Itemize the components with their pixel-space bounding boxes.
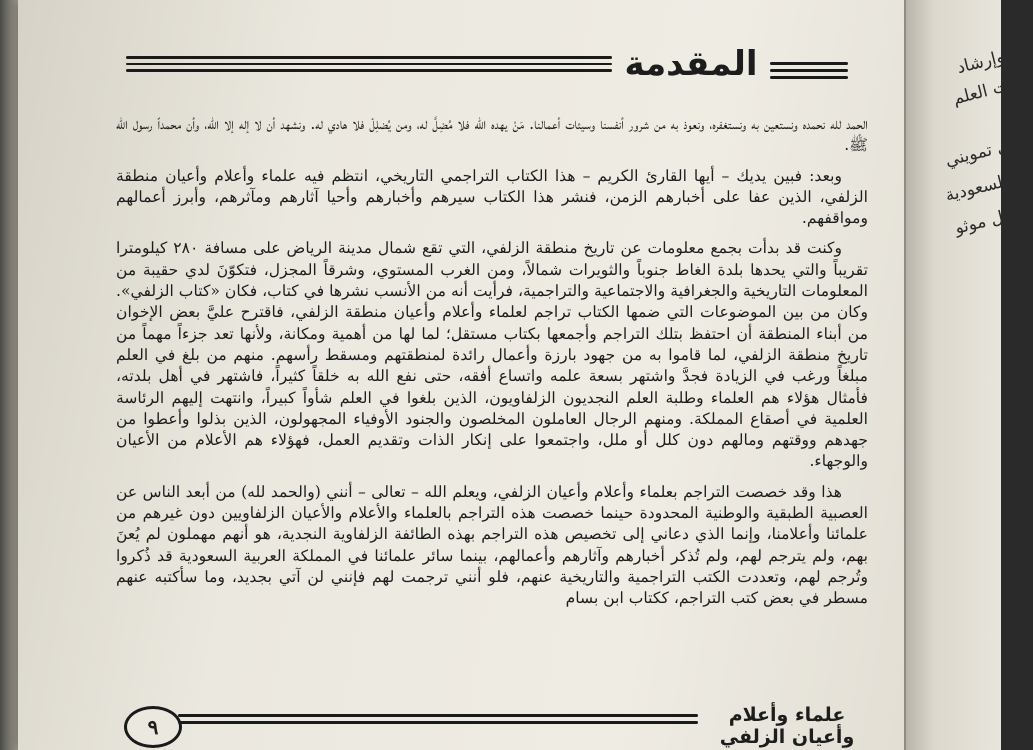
footer-decorative-rule bbox=[178, 714, 698, 728]
header-decorative-rule-left bbox=[126, 56, 612, 76]
adjacent-page-text: ة بكل موثو bbox=[952, 200, 1033, 239]
page-body bbox=[116, 114, 868, 619]
paragraph-preface: وبعد: فبين يديك – أيها القارئ الكريم – هذا الكتاب التراجمي التاريخي، انتظم فيه علماء وأعلام وأعيان منطقة الزلفي، الذين عفا على أخبارهم الزمن، فنشر هذا الكتاب سيرهم وأخبارهم وأحيا آثارهم ومآثرهم، وأبرز أعمالهم ومواقفهم. bbox=[116, 166, 868, 228]
page-number: ٩ bbox=[124, 706, 182, 748]
adjacent-page-text: ماء وإرشاد bbox=[955, 40, 1033, 79]
header-decorative-rule-right bbox=[770, 62, 848, 83]
adjacent-page-edge bbox=[904, 0, 1033, 750]
paragraph-opening: الحمد لله نحمده ونستعين به ونستغفره، ونعوذ به من شرور أنفسنا وسيئات أعمالنا. مَنْ يهده الله فلا مُضِلَّ له، ومن يُضلِلْ فلا هادي له. ونشهد أن لا إله إلا الله، وأن محمداً رسول الله ﷺ. bbox=[116, 115, 868, 155]
paragraph-purpose: هذا وقد خصصت التراجم بعلماء وأعلام وأعيان الزلفي، ويعلم الله – تعالى – أنني (والحمد لله) من أبعد الناس عن العصبية الطبقية والوطنية المحدودة حينما خصصت هذه التراجم بالعلماء والأعلام والأعيان الزلفاويين دون غيرهم من علمائنا وأعلامنا، وإنما الذي دعاني إلى تخصيص هذه التراجم بهذه الطائفة الزلفاوية النجدية، هو أنهم مهملون لم يُعنَ بهم، ولم يترجم لهم، ولم تُذكر أخبارهم وآثارهم وأعمالهم، بينما سائر علمائنا في المملكة العربية السعودية قد ذُكروا وتُرجم لهم، وتعددت الكتب التراجمية والتاريخية عنهم، فلو أنني ترجمت لهم فإنني لن آتي بجديد، وما سأكتبه عنهم مسطر في بعض كتب التراجم، ككتاب ابن بسام bbox=[116, 482, 868, 608]
adjacent-page-text: ه كل تمويني bbox=[943, 130, 1033, 172]
book-page bbox=[18, 0, 918, 750]
adjacent-page-text: كتبات العلم bbox=[950, 70, 1033, 110]
running-book-title: علماء وأعلام وأعيان الزلفي bbox=[719, 704, 855, 748]
page-title: المقدمة bbox=[624, 44, 758, 84]
paragraph-background: وكنت قد بدأت بجمع معلومات عن تاريخ منطقة الزلفي، التي تقع شمال مدينة الرياض على مسافة ٢٨٠ كيلومترا تقريباً والتي يحدها بلدة الغاط جنوباً والثويرات شمالاً، ومن الغرب المستوي، وشرقاً المجزل، فتكوّنَ لدي حقيبة من المعلومات التاريخية والجغرافية والاجتماعية والتراجمية، فرأيت أنه من الأنسب نشرها في كتاب، فكان «كتاب الزلفي». وكان من بين الموضوعات التي ضمها الكتاب تراجم لعلماء وأعلام وأعيان منطقة الزلفي، فاقترح عليَّ بعض الإخوان من أبناء المنطقة أن احتفظ بتلك التراجم وأجمعها بكتاب مستقل؛ لما لها من أهمية ومكانة، ولأنها تعد جزءاً مهماً من تاريخ منطقة الزلفي، لما قاموا به من جهود بارزة وأعمال رائدة لمنطقتهم ومسقط رأسهم. منهم من بلغ في العلم مبلغاً ورغب في الزيادة فجدَّ واشتهر بسعة علمه واتساع أفقه، حتى نفع الله به خلقاً كثيراً، فاشتهر في أهل بلدته، فأمثال هؤلاء هم العلماء وطلبة العلم النجديون الزلفاويون، الذين بلغوا في العلم شأواً كبيراً، وانتهت إليهم الرئاسة العلمية في أصقاع المملكة. ومنهم الرجال العاملون المخلصون والجنود الأوفياء المجهولون، الذين بذلوا وأعطوا من جهدهم ووقتهم ومالهم دون كلل أو ملل، واجتمعوا على إنكار الذات وتقديم العمل، فهؤلاء هم الأعلام من الأعيان والوجهاء. bbox=[116, 239, 868, 471]
adjacent-page-text: بية السعودية bbox=[943, 165, 1033, 206]
page-footer bbox=[116, 700, 876, 746]
